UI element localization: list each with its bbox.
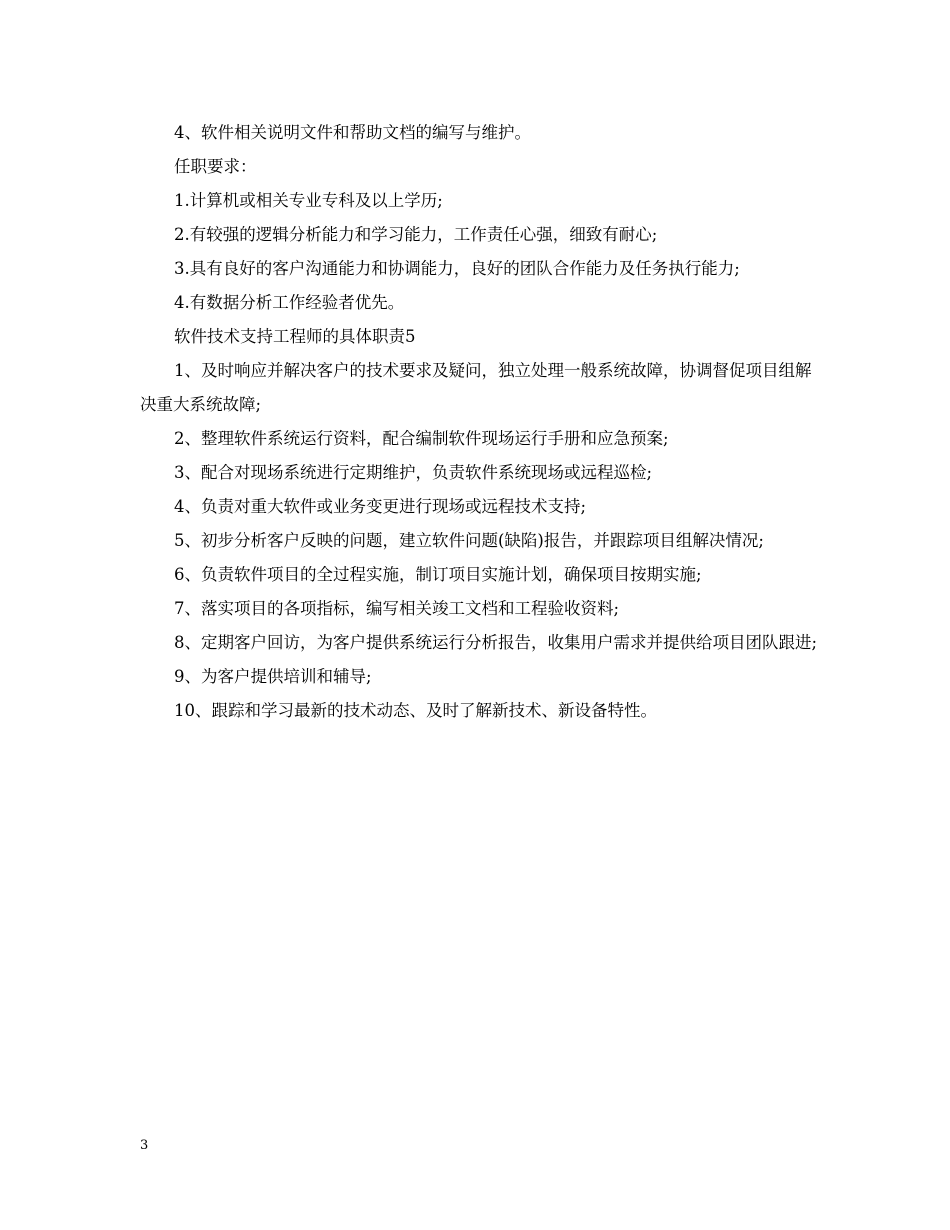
paragraph-6: 4.有数据分析工作经验者优先。 xyxy=(174,293,405,312)
paragraph-16: 9、为客户提供培训和辅导; xyxy=(174,667,372,686)
paragraph-11: 4、负责对重大软件或业务变更进行现场或远程技术支持; xyxy=(174,497,587,516)
paragraph-5: 3.具有良好的客户沟通能力和协调能力，良好的团队合作能力及任务执行能力; xyxy=(174,259,740,278)
paragraph-17: 10、跟踪和学习最新的技术动态、及时了解新技术、新设备特性。 xyxy=(174,701,657,720)
paragraph-3: 1.计算机或相关专业专科及以上学历; xyxy=(174,191,443,210)
paragraph-8: 1、及时响应并解决客户的技术要求及疑问，独立处理一般系统故障，协调督促项目组解决重大系统故障; xyxy=(140,361,812,414)
document-body xyxy=(140,116,820,728)
page-number: 3 xyxy=(140,1138,149,1153)
paragraph-10: 3、配合对现场系统进行定期维护，负责软件系统现场或远程巡检; xyxy=(174,463,653,482)
paragraph-9: 2、整理软件系统运行资料，配合编制软件现场运行手册和应急预案; xyxy=(174,429,669,448)
paragraph-12: 5、初步分析客户反映的问题，建立软件问题(缺陷)报告，并跟踪项目组解决情况; xyxy=(174,531,764,550)
paragraph-1: 4、软件相关说明文件和帮助文档的编写与维护。 xyxy=(174,123,531,142)
paragraph-13: 6、负责软件项目的全过程实施，制订项目实施计划，确保项目按期实施; xyxy=(174,565,702,584)
paragraph-7-section-heading: 软件技术支持工程师的具体职责5 xyxy=(174,327,416,346)
paragraph-15: 8、定期客户回访，为客户提供系统运行分析报告，收集用户需求并提供给项目团队跟进; xyxy=(174,633,818,652)
paragraph-4: 2.有较强的逻辑分析能力和学习能力，工作责任心强，细致有耐心; xyxy=(174,225,658,244)
paragraph-2-section-heading: 任职要求： xyxy=(174,157,257,176)
paragraph-14: 7、落实项目的各项指标，编写相关竣工文档和工程验收资料; xyxy=(174,599,620,618)
